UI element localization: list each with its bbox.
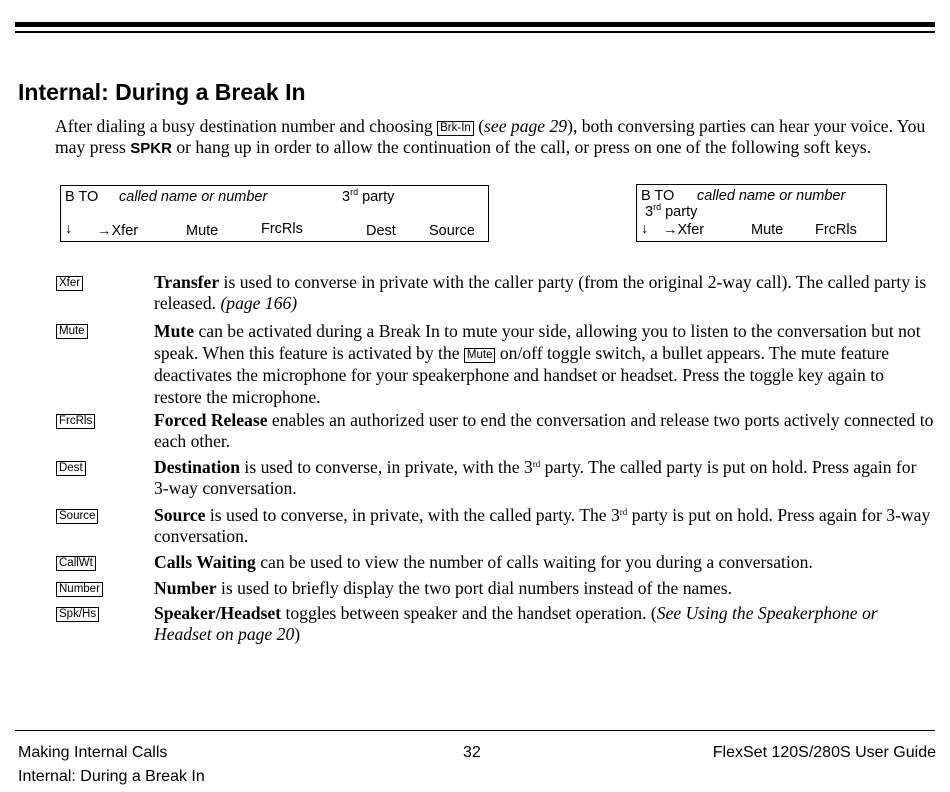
header-rule-thick bbox=[15, 22, 935, 27]
header-rule-thin bbox=[15, 31, 935, 33]
page-reference: (page 166) bbox=[220, 293, 298, 313]
softkey-mute: Mute bbox=[751, 222, 784, 238]
spkhs-description: Speaker/Headset toggles between speaker and the handset operation. (See Using the Speakerphone or Headset on page 20) bbox=[154, 603, 878, 644]
number-key: Number bbox=[56, 582, 103, 597]
callwt-key: CallWt bbox=[56, 556, 96, 571]
softkey-frcrls: FrcRls bbox=[815, 222, 857, 238]
page-reference: See Using the Speakerphone or Headset on page 20 bbox=[154, 603, 878, 644]
source-key: Source bbox=[56, 509, 98, 524]
intro-paragraph: After dialing a busy destination number and choosing Brk-In (see page 29), both conversing parties can hear your voice. You may press SPKR or hang up in order to allow the continuation of the call, or press on one of the following soft keys. bbox=[55, 116, 926, 157]
page-number: 32 bbox=[463, 744, 481, 761]
softkey-mute: Mute bbox=[186, 223, 219, 239]
softkey-xfer: →Xfer bbox=[97, 223, 139, 239]
softkey-frcrls: FrcRls bbox=[261, 221, 303, 237]
dest-description: Destination is used to converse, in private, with the 3rd party. The called party is put on hold. Press again for 3-way conversation. bbox=[154, 457, 917, 498]
softkey-xfer: →Xfer bbox=[663, 222, 705, 238]
lcd-called-name: called name or number bbox=[119, 189, 268, 205]
lcd-display-left bbox=[60, 185, 489, 242]
mute-inline-key: Mute bbox=[464, 348, 496, 363]
lcd-third-party: 3rd party bbox=[342, 187, 395, 205]
number-description: Number is used to briefly display the two port dial numbers instead of the names. bbox=[154, 578, 733, 598]
footer-guide-title: FlexSet 120S/280S User Guide bbox=[712, 744, 936, 761]
softkey-source: Source bbox=[429, 223, 475, 239]
frcrls-description: Forced Release enables an authorized user to end the conversation and release two ports actively connected to each other. bbox=[154, 410, 934, 451]
footer-rule bbox=[15, 730, 935, 731]
footer-subsection: Internal: During a Break In bbox=[18, 768, 205, 785]
brk-in-key: Brk-In bbox=[437, 121, 474, 136]
lcd-third-party: 3rd party bbox=[645, 202, 698, 220]
page-reference: see page 29 bbox=[484, 116, 568, 136]
callwt-description: Calls Waiting can be used to view the number of calls waiting for you during a conversation. bbox=[154, 552, 813, 572]
mute-key: Mute bbox=[56, 324, 88, 339]
source-description: Source is used to converse, in private, with the called party. The 3rd party is put on hold. Press again for 3-way conversation. bbox=[154, 505, 931, 546]
spkr-key-label: SPKR bbox=[130, 140, 172, 157]
down-arrow-icon: ↓ bbox=[641, 221, 649, 237]
lcd-called-name: called name or number bbox=[697, 188, 846, 204]
down-arrow-icon: ↓ bbox=[65, 221, 73, 237]
lcd-bto-label: B TO bbox=[641, 188, 675, 204]
lcd-display-right bbox=[636, 184, 887, 242]
dest-key: Dest bbox=[56, 461, 86, 476]
spkhs-key: Spk/Hs bbox=[56, 607, 99, 622]
frcrls-key: FrcRls bbox=[56, 414, 95, 429]
page-title: Internal: During a Break In bbox=[18, 79, 306, 105]
footer-section: Making Internal Calls bbox=[18, 744, 168, 761]
lcd-bto-label: B TO bbox=[65, 189, 99, 205]
softkey-dest: Dest bbox=[366, 223, 396, 239]
xfer-key: Xfer bbox=[56, 276, 83, 291]
xfer-description: Transfer is used to converse in private with the caller party (from the original 2-way call). The called party is released. (page 166) bbox=[154, 272, 927, 313]
mute-description: Mute can be activated during a Break In to mute your side, allowing you to listen to the conversation but not speak. When this feature is activated by the Mute on/off toggle switch, a bullet appears. The mute feature deactivates the microphone for your speakerphone and handset or headset. Press the toggle key again to restore the microphone. bbox=[154, 321, 921, 407]
